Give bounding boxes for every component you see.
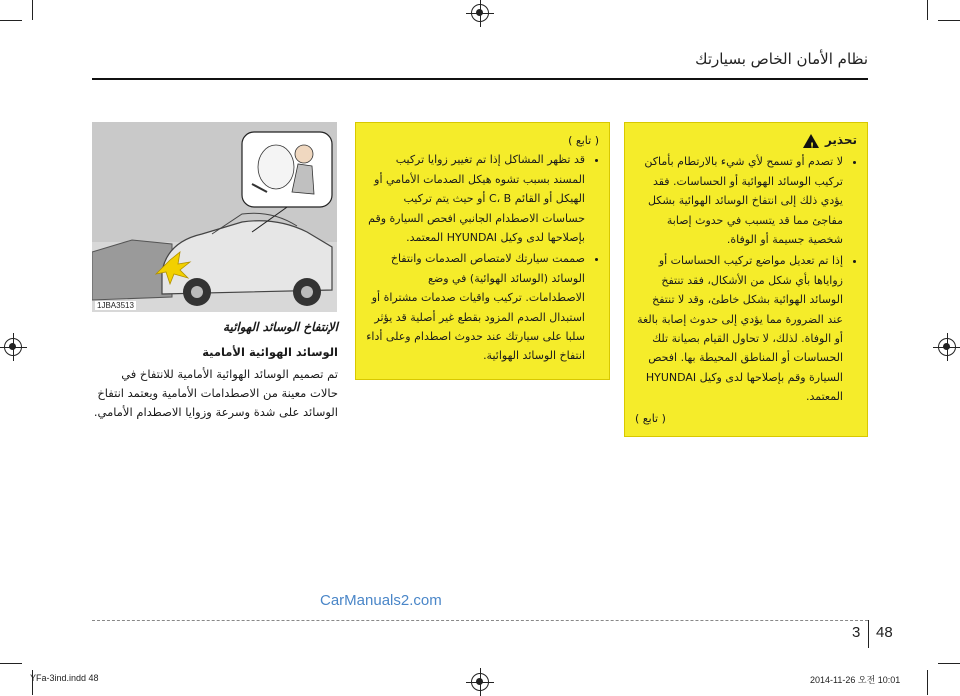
crop-mark <box>32 0 33 20</box>
warning-triangle-icon: ! <box>803 134 819 148</box>
continued-label: ( تابع ) <box>568 134 599 147</box>
warning-box <box>624 122 868 437</box>
registration-mark-icon <box>471 4 489 22</box>
info-item: • صممت سيارتك لامتصاص الصدمات وانتفاخ الوسائد (الوسائد الهوائية) في وضع الاصطدامات. تركيب واقيات صدمات مشتراة أو استبدال الصدم المزود بقطع غير أصلية قد يؤثر سلبا على سيارتك عند حدوث اصطدام وعلى أداء انتفاخ الوسائد الهوائية. <box>366 249 585 365</box>
warning-list <box>635 152 857 406</box>
warning-header <box>635 131 857 150</box>
print-slug-file: YFa-3ind.indd 48 <box>30 673 99 683</box>
warning-title: تحذير <box>824 133 857 147</box>
footer-rule <box>92 620 868 621</box>
registration-mark-icon <box>938 338 956 356</box>
page-number: 48 <box>876 624 893 641</box>
info-box <box>355 122 610 380</box>
warning-item: • لا تصدم أو تسمح لأي شيء بالارتطام بأماكن تركيب الوسائد الهوائية أو الحساسات. فقد يؤدي ذلك إلى انتفاخ الوسائد الهوائية بشكل مفاجئ مما قد يتسبب في حدوث إصابة شخصية جسيمة أو الوفاة. <box>635 152 843 249</box>
crop-mark <box>938 20 960 21</box>
figure-caption: الإنتفاخ الوسائد الهوائية <box>223 320 338 334</box>
airbag-collision-illustration <box>92 122 337 312</box>
crop-mark <box>0 20 22 21</box>
figure-label: 1JBA3513 <box>97 301 134 310</box>
crop-mark <box>927 670 928 695</box>
print-slug-date: 2014-11-26 오전 10:01 <box>810 675 901 685</box>
registration-mark-icon <box>471 673 489 691</box>
section-title: نظام الأمان الخاص بسيارتك <box>695 50 868 68</box>
section-subtitle: الوسائد الهوائية الأمامية <box>202 345 338 359</box>
registration-mark-icon <box>4 338 22 356</box>
car-collision-drawing <box>92 122 337 312</box>
crop-mark <box>938 663 960 664</box>
watermark: CarManuals2.com <box>320 592 442 609</box>
body-paragraph: تم تصميم الوسائد الهوائية الأمامية للانتفاخ في حالات معينة من الاصطدامات الأمامية ويعتمد انتفاخ الوسائد على شدة وسرعة وزوايا الاصطدام الأمامي. <box>93 367 338 419</box>
header-rule <box>92 78 868 80</box>
page-number-separator <box>868 620 869 648</box>
chapter-number: 3 <box>852 624 861 641</box>
crop-mark <box>927 0 928 20</box>
continued-label: ( تابع ) <box>635 411 666 425</box>
crop-mark <box>0 663 22 664</box>
info-list <box>366 150 599 365</box>
warning-item: • إذا تم تعديل مواضع تركيب الحساسات أو زواياها بأي شكل من الأشكال، فقد تنتفخ الوسائد الهوائية بشكل خاطئ، وقد لا تنتفخ عند الضرورة مما يؤدي إلى حدوث إصابة بالغة أو الوفاة. لذلك، لا تحاول القيام بصيانة تلك الحساسات أو المناطق المحيطة بها. افحص السيارة وقم بإصلاحها لدى وكيل HYUNDAI المعتمد. <box>635 251 843 406</box>
info-item: • قد تظهر المشاكل إذا تم تغيير زوايا تركيب المسند بسبب تشوه هيكل الصدمات الأمامي أو الهيكل أو القائم C، B أو حيث يتم تركيب حساسات الاصطدام الجانبي افحص السيارة وقم بإصلاحها لدى وكيل HYUNDAI المعتمد. <box>366 150 585 247</box>
